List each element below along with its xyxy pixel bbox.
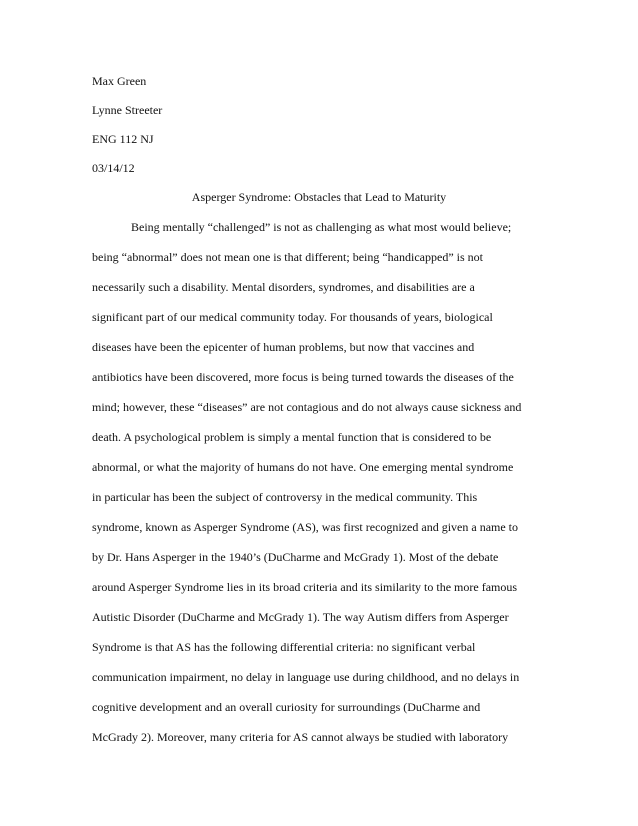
body-line: diseases have been the epicenter of human problems, but now that vaccines and bbox=[92, 340, 475, 354]
body-line: abnormal, or what the majority of humans do not have. One emerging mental syndrome bbox=[92, 460, 514, 474]
body-line: cognitive development and an overall curiosity for surroundings (DuCharme and bbox=[92, 700, 481, 714]
body-line: Autistic Disorder (DuCharme and McGrady 1). The way Autism differs from Asperger bbox=[92, 610, 509, 624]
body-line: Syndrome is that AS has the following differential criteria: no significant verbal bbox=[92, 640, 476, 654]
body-line: around Asperger Syndrome lies in its broad criteria and its similarity to the more famous bbox=[92, 580, 518, 594]
body-line: antibiotics have been discovered, more focus is being turned towards the diseases of the bbox=[92, 370, 514, 384]
body-line: being “abnormal” does not mean one is that different; being “handicapped” is not bbox=[92, 250, 483, 264]
essay-title: Asperger Syndrome: Obstacles that Lead to Maturity bbox=[191, 190, 447, 204]
author-name: Max Green bbox=[92, 74, 147, 88]
body-line: syndrome, known as Asperger Syndrome (AS), was first recognized and given a name to bbox=[92, 520, 519, 534]
body-line: Being mentally “challenged” is not as challenging as what most would believe; bbox=[131, 220, 512, 234]
body-line: necessarily such a disability. Mental disorders, syndromes, and disabilities are a bbox=[92, 280, 475, 294]
body-line: significant part of our medical community today. For thousands of years, biological bbox=[92, 310, 493, 324]
body-line: in particular has been the subject of controversy in the medical community. This bbox=[92, 490, 478, 504]
body-line: mind; however, these “diseases” are not contagious and do not always cause sickness and bbox=[92, 400, 522, 414]
instructor-name: Lynne Streeter bbox=[92, 103, 163, 117]
body-line: by Dr. Hans Asperger in the 1940’s (DuCharme and McGrady 1). Most of the debate bbox=[92, 550, 499, 564]
body-line: McGrady 2). Moreover, many criteria for AS cannot always be studied with laboratory bbox=[92, 730, 509, 744]
course-name: ENG 112 NJ bbox=[92, 132, 154, 146]
date: 03/14/12 bbox=[92, 161, 135, 175]
body-line: death. A psychological problem is simply a mental function that is considered to be bbox=[92, 430, 492, 444]
body-line: communication impairment, no delay in language use during childhood, and no delays in bbox=[92, 670, 520, 684]
